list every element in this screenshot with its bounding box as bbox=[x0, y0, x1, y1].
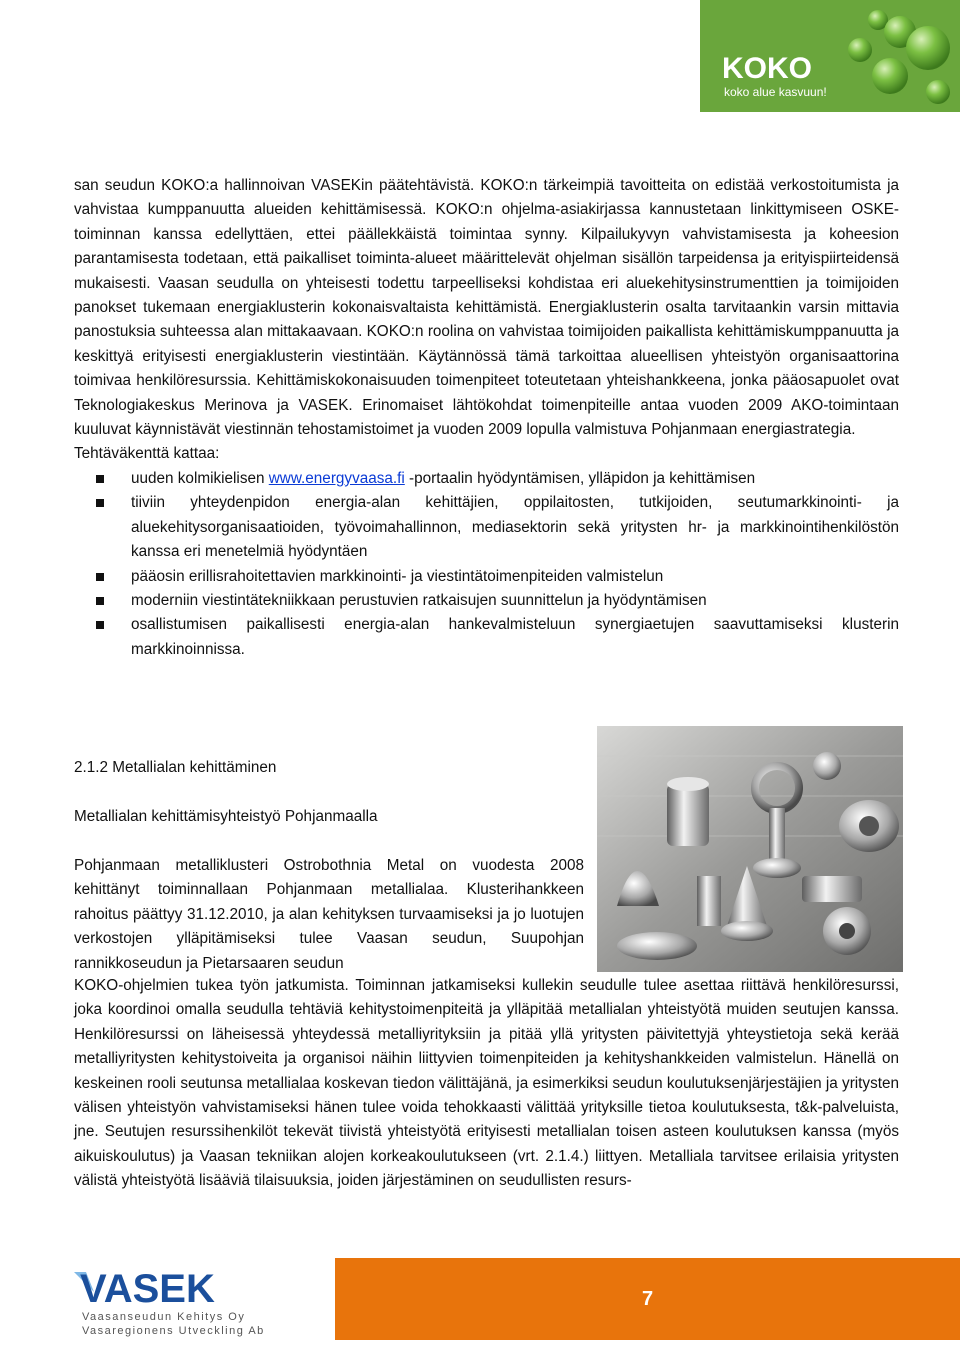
continued-paragraph: KOKO-ohjelmien tukea työn jatkumista. Toiminnan jatkamiseksi kullekin seudulle tulee asettaa riittävä henkilöresurssi, joka koordinoi omalla seudulla tehtäviä kehitystoimenpiteitä ja ylläpitää metallialan yhteistyötä muiden seutujen kanssa. Henkilöresurssi on läheisessä yhteydessä metalliyrityksiin ja pitää yllä yritysten päivitettyjä yhteystietoja sekä kerää metalliyritysten kehitystoiveita ja organisoi näihin liittyvien toimenpiteiden ja kehityshankkeiden valmistelun. Hänellä on keskeinen rooli seutunsa metallialaa koskevan tiedon välittäjänä, ja esimerkiksi seudun koulutuksenjärjestäjien ja yritysten välisen yhteistyön vahvistamiseksi hänen tulee voida tehokkaasti välittää yrityksille tietoa koulutuksesta, t&k-palveluista, jne. Seutujen resurssihenkilöt tekevät tiivistä yhteistyötä erityisesti metallialan toisen asteen koulutuksen kanssa (myös aikuiskoulutus) ja Vaasan tekniikan alojen korkeakoulutukseen (vrt. 2.1.4.) liittyen. Metalliala tarvitsee erilaisia yritysten välistä yhteistyötä lisääviä tilaisuuksia, joiden järjestäminen on seudullisten resurs- bbox=[74, 977, 899, 1190]
main-content bbox=[74, 174, 899, 662]
vasek-logo bbox=[74, 1262, 304, 1338]
vasek-line-1: Vaasanseudun Kehitys Oy bbox=[82, 1311, 246, 1323]
energyvaasa-link[interactable]: www.energyvaasa.fi bbox=[268, 469, 405, 487]
square-bullet-icon bbox=[96, 499, 104, 507]
bubble-icon bbox=[906, 26, 950, 70]
vasek-line-2: Vasaregionens Utveckling Ab bbox=[82, 1325, 265, 1337]
page-number: 7 bbox=[641, 1287, 654, 1310]
side-paragraph: Pohjanmaan metalliklusteri Ostrobothnia Metal on vuodesta 2008 kehittänyt toiminnallaan Pohjanmaan metallialaa. Klusterihankkeen rahoitus päättyy 31.12.2010, ja alan kehityksen turvaamiseksi ja jo luotujen verkostojen ylläpitämiseksi tulee Vaasan seudun, Suupohjan rannikkoseudun ja Pietarsaaren seudun bbox=[74, 857, 584, 972]
bullet-text: uuden kolmikielisen bbox=[131, 469, 269, 487]
section-subtitle: Metallialan kehittämisyhteistyö Pohjanmaalla bbox=[74, 808, 378, 825]
section-side-paragraph bbox=[74, 854, 584, 976]
square-bullet-icon bbox=[96, 621, 104, 629]
koko-logo bbox=[700, 0, 960, 112]
bullet-text: osallistumisen paikallisesti energia-alan hankevalmisteluun synergiaetujen saavuttamiseksi klusterin markkinoinnissa. bbox=[131, 616, 899, 658]
list-item bbox=[74, 491, 899, 564]
square-bullet-icon bbox=[96, 475, 104, 483]
page-number-bar bbox=[335, 1258, 960, 1340]
bullet-text: pääosin erillisrahoitettavien markkinointi- ja viestintätoimenpiteiden valmistelun bbox=[131, 567, 664, 585]
square-bullet-icon bbox=[96, 573, 104, 581]
bullet-text: moderniin viestintätekniikkaan perustuvien ratkaisujen suunnittelun ja hyödyntämisen bbox=[131, 591, 707, 609]
tasks-label: Tehtäväkenttä kattaa: bbox=[74, 445, 220, 463]
list-item bbox=[74, 613, 899, 662]
intro-paragraph: san seudun KOKO:a hallinnoivan VASEKin päätehtävistä. KOKO:n tärkeimpiä tavoitteita on edistää verkostoitumista ja vahvistaa kumppanuutta alueiden kehittämisessä. KOKO:n ohjelma-asiakirjassa kannustetaan linkittymiseen OSKE-toiminnan kanssa edellyttäen, ettei päällekkäistä toimintaa synny. Kilpailukyvyn vahvistamisesta ja koheesion parantamisesta todetaan, että paikalliset toiminta-alueet määrittelevät ohjelman sisällön tarpeidensa ja erityispiirteidensä mukaisesti. Vaasan seudulla on yhteisesti todettu tarpeelliseksi kohdistaa eri aluekehitysinstrumenttien ja toimijoiden panokset tukemaan energiaklusterin kokonaisvaltaista kehittämistä. Energiaklusterin osalta tarvitaankin varsin mittavia panostuksia suhteessa alan mittakaavaan. KOKO:n roolina on vahvistaa toimijoiden paikallista kehittämiskumppanuutta ja keskittyä erityisesti energiaklusterin viestintään. Käytännössä tämä tarkoittaa alueellisen yhteistyön organisaattorina toimivaa henkilöresurssia. Kehittämiskokonaisuuden toimenpiteet toteutetaan yhteishankkeena, jonka pääosapuolet ovat Teknologiakeskus Merinova ja VASEK. Erinomaiset lähtökohdat toimenpiteille antaa vuoden 2009 AKO-toimintaan kuuluvat käynnistävät viestinnän tehostamistoimet ja vuoden 2009 lopulla valmistuva Pohjanmaan energiastrategia. bbox=[74, 177, 899, 439]
list-item bbox=[74, 589, 899, 613]
section-heading bbox=[74, 756, 584, 780]
koko-logo-tagline: koko alue kasvuun! bbox=[724, 85, 827, 99]
section-title: 2.1.2 Metallialan kehittäminen bbox=[74, 759, 277, 776]
task-list bbox=[74, 467, 899, 662]
vasek-logo-text: VASEK bbox=[80, 1267, 215, 1311]
bullet-text: -portaalin hyödyntämisen, ylläpidon ja kehittämisen bbox=[404, 469, 756, 487]
square-bullet-icon bbox=[96, 597, 104, 605]
koko-logo-text: KOKO bbox=[722, 52, 812, 85]
bubble-icon bbox=[926, 80, 950, 104]
bubble-icon bbox=[848, 38, 872, 62]
bubble-icon bbox=[872, 58, 908, 94]
section-subheading bbox=[74, 805, 584, 829]
bullet-text: tiiviin yhteydenpidon energia-alan kehittäjien, oppilaitosten, tutkijoiden, seutumarkkinointi- ja aluekehitysorganisaatioiden, työvoimahallinnon, mediasektorin sekä yritysten hr- ja markkinointihenkilöstön kanssa eri menetelmiä hyödyntäen bbox=[131, 494, 899, 561]
list-item bbox=[74, 467, 899, 491]
list-item bbox=[74, 565, 899, 589]
metal-parts-photo bbox=[597, 726, 903, 972]
